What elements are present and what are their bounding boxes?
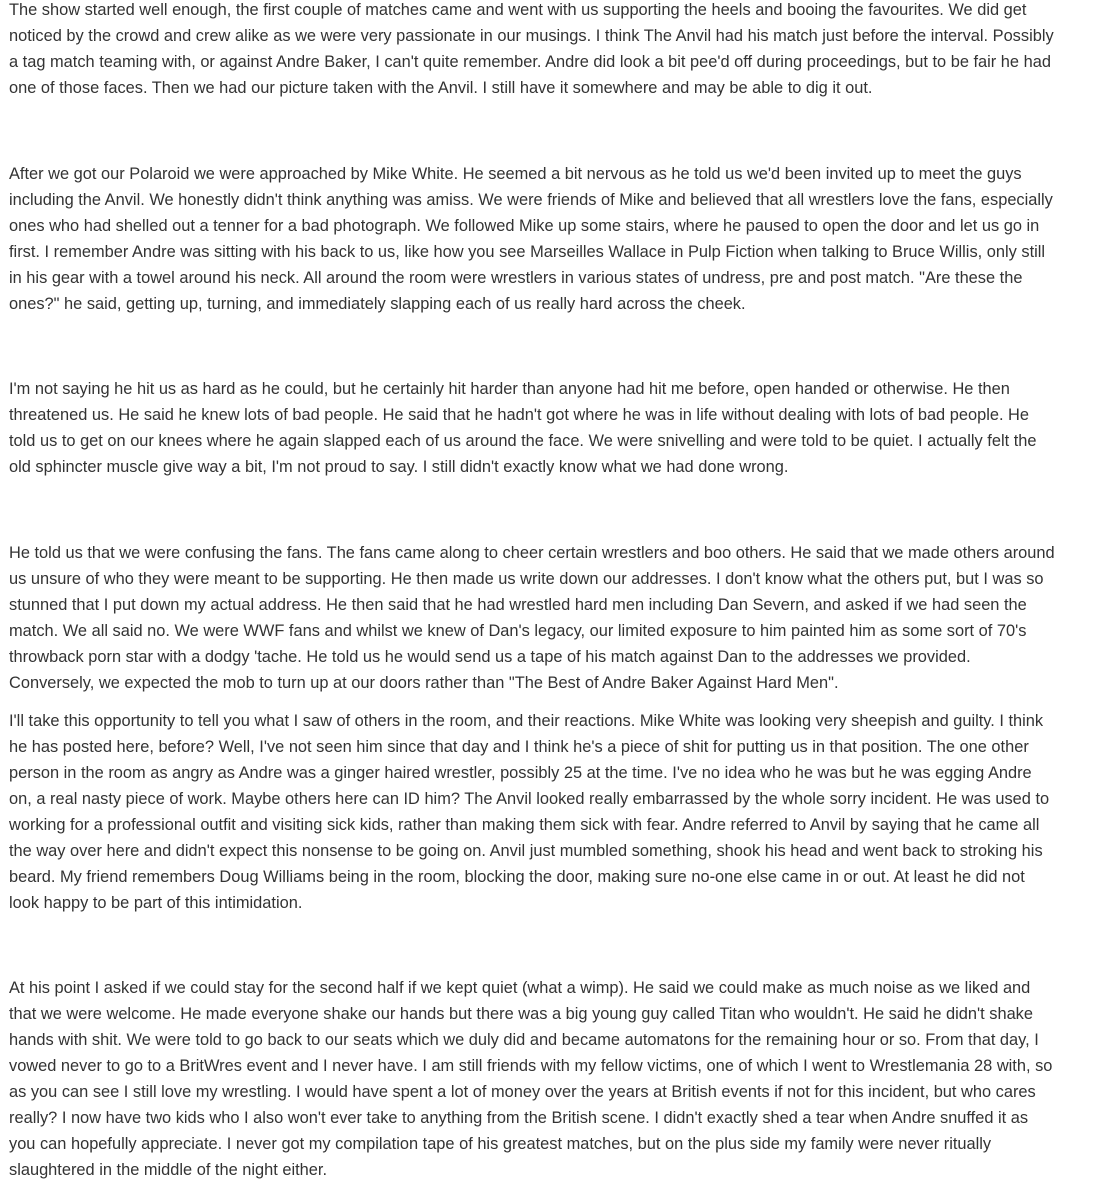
paragraph-1: The show started well enough, the first couple of matches came and went with us supporting the heels and booing the favourites. We did get noticed by the crowd and crew alike as we were very passionate in our musings. I think The Anvil had his match just before the interval. Possibly a tag match teaming with, or against Andre Baker, I can't quite remember. Andre did look a bit pee'd off during proceedings, but to be fair he had one of those faces. Then we had our picture taken with the Anvil. I still have it somewhere and may be able to dig it out. — [9, 1, 1054, 97]
paragraph-3: I'm not saying he hit us as hard as he could, but he certainly hit harder than anyone had hit me before, open handed or otherwise. He then threatened us. He said he knew lots of bad people. He said that he hadn't got where he was in life without dealing with lots of bad people. He told us to get on our knees where he again slapped each of us around the face. We were snivelling and were told to be quiet. I actually felt the old sphincter muscle give way a bit, I'm not proud to say. I still didn't exactly know what we had done wrong. — [9, 380, 1037, 476]
paragraph-6: At his point I asked if we could stay for the second half if we kept quiet (what a wimp). He said we could make as much noise as we liked and that we were welcome. He made everyone shake our hands but there was a big young guy called Titan who wouldn't. He said he didn't shake hands with shit. We were told to go back to our seats which we duly did and became automatons for the remaining hour or so. From that day, I vowed never to go to a BritWres event and I never have. I am still friends with my fellow victims, one of which I went to Wrestlemania 28 with, so as you can see I still love my wrestling. I would have spent a lot of money over the years at British events if not for this incident, but who cares really? I now have two kids who I also won't ever take to anything from the British scene. I didn't exactly shed a tear when Andre snuffed it as you can hopefully appreciate. I never got my compilation tape of his greatest matches, but on the plus side my family were never ritually slaughtered in the middle of the night either. — [9, 979, 1053, 1179]
paragraph-4: He told us that we were confusing the fans. The fans came along to cheer certain wrestlers and boo others. He said that we made others around us unsure of who they were meant to be supporting. He then made us write down our addresses. I don't know what the others put, but I was so stunned that I put down my actual address. He then said that he had wrestled hard men including Dan Severn, and asked if we had seen the match. We all said no. We were WWF fans and whilst we knew of Dan's legacy, our limited exposure to him painted him as some sort of 70's throwback porn star with a dodgy 'tache. He told us he would send us a tape of his match against Dan to the addresses we provided. Conversely, we expected the mob to turn up at our doors rather than "The Best of Andre Baker Against Hard Men". — [9, 544, 1055, 692]
paragraph-2: After we got our Polaroid we were approached by Mike White. He seemed a bit nervous as he told us we'd been invited up to meet the guys including the Anvil. We honestly didn't think anything was amiss. We were friends of Mike and believed that all wrestlers love the fans, especially ones who had shelled out a tenner for a bad photograph. We followed Mike up some stairs, where he paused to open the door and let us go in first. I remember Andre was sitting with his back to us, like how you see Marseilles Wallace in Pulp Fiction when talking to Bruce Willis, only still in his gear with a towel around his neck. All around the room were wrestlers in various states of undress, pre and post match. "Are these the ones?" he said, getting up, turning, and immediately slapping each of us really hard across the cheek. — [9, 165, 1053, 313]
paragraph-5: I'll take this opportunity to tell you what I saw of others in the room, and their reactions. Mike White was looking very sheepish and guilty. I think he has posted here, before? Well, I've not seen him since that day and I think he's a piece of shit for putting us in that position. The one other person in the room as angry as Andre was a ginger haired wrestler, possibly 25 at the time. I've no idea who he was but he was egging Andre on, a real nasty piece of work. Maybe others here can ID him? The Anvil looked really embarrassed by the whole sorry incident. He was used to working for a professional outfit and visiting sick kids, rather than making them sick with fear. Andre referred to Anvil by saying that he came all the way over here and didn't expect this nonsense to be going on. Anvil just mumbled something, shook his head and went back to stroking his beard. My friend remembers Doug Williams being in the room, blocking the door, making sure no-one else came in or out. At least he did not look happy to be part of this intimidation. — [9, 712, 1050, 912]
